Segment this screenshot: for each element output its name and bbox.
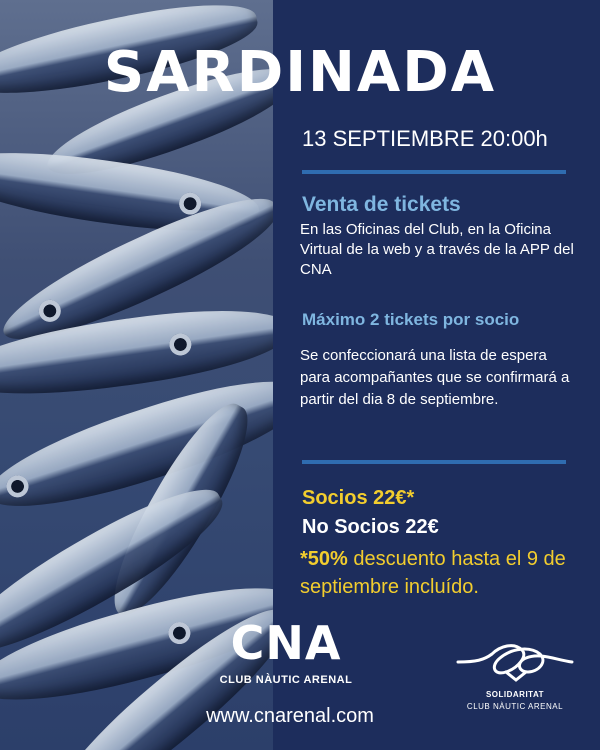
solidarity-knot-icon <box>456 632 574 682</box>
solidarity-subtitle: CLUB NÀUTIC ARENAL <box>466 702 564 711</box>
club-website: www.cnarenal.com <box>206 705 374 727</box>
waitlist-info: Se confeccionará una lista de espera para acompañantes que se confirmará a partir del dia 8 de septiembre. <box>300 347 570 408</box>
event-title: SARDINADA <box>103 40 497 105</box>
discount-note <box>300 545 590 601</box>
event-date-time: 13 SEPTIEMBRE 20:00h <box>302 126 548 151</box>
club-name: CLUB NÀUTIC ARENAL <box>219 674 353 686</box>
discount-highlight: *50% <box>300 548 348 570</box>
discount-text: descuento hasta el 9 de septiembre incluído. <box>300 548 566 598</box>
ticket-limit-heading: Máximo 2 tickets por socio <box>302 310 520 329</box>
cna-logo: CNA <box>230 616 342 670</box>
tickets-info: En las Oficinas del Club, en la Oficina Virtual de la web y a través de la APP del CNA <box>300 221 574 278</box>
divider-top <box>302 170 566 174</box>
solidarity-title: SOLIDARITAT <box>485 690 545 699</box>
member-price: Socios 22€* <box>302 487 415 509</box>
tickets-heading: Venta de tickets <box>302 193 461 216</box>
divider-bottom <box>302 460 566 464</box>
non-member-price: No Socios 22€ <box>302 516 439 538</box>
